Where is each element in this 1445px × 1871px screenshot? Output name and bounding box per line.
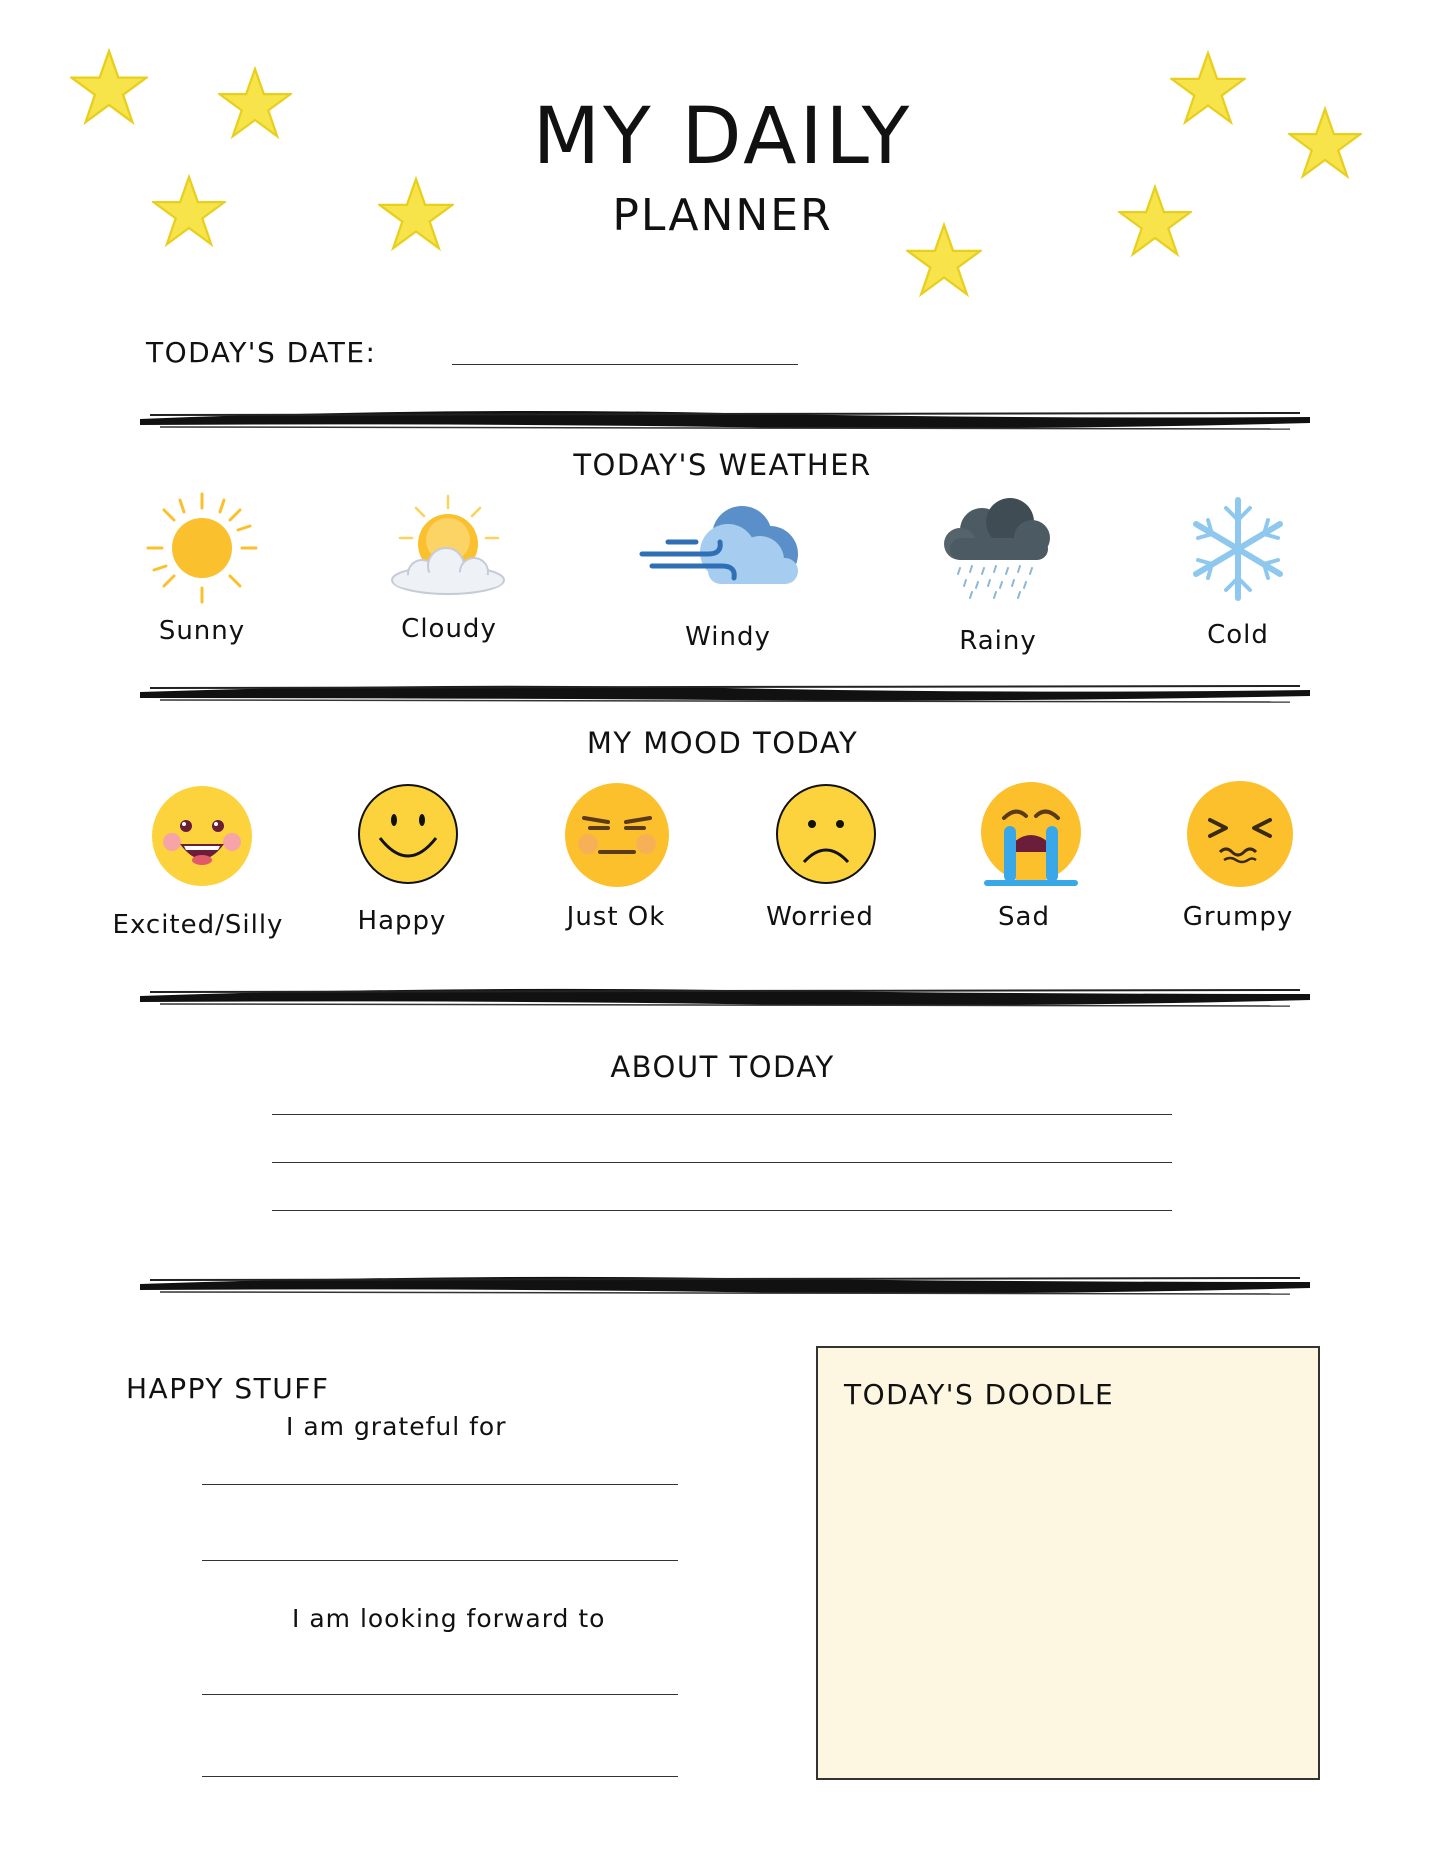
excited-face-icon[interactable] bbox=[150, 784, 254, 888]
mood-label-just-ok: Just Ok bbox=[566, 902, 666, 932]
brush-divider bbox=[140, 1270, 1310, 1298]
mood-label-excited: Excited/Silly bbox=[112, 910, 284, 940]
forward-writing-line[interactable] bbox=[202, 1776, 678, 1777]
mood-label-worried: Worried bbox=[766, 902, 874, 932]
weather-heading: TODAY'S WEATHER bbox=[573, 448, 872, 482]
weather-label-windy: Windy bbox=[685, 622, 771, 652]
about-heading: ABOUT TODAY bbox=[610, 1050, 835, 1084]
brush-divider bbox=[140, 678, 1310, 706]
snowflake-icon[interactable] bbox=[1188, 494, 1288, 604]
rain-cloud-icon[interactable] bbox=[938, 494, 1058, 600]
grateful-prompt: I am grateful for bbox=[286, 1412, 507, 1441]
wind-cloud-icon[interactable] bbox=[638, 500, 818, 592]
sun-cloud-icon[interactable] bbox=[382, 494, 516, 600]
mood-label-happy: Happy bbox=[357, 906, 447, 936]
forward-prompt: I am looking forward to bbox=[292, 1604, 606, 1633]
mood-heading: MY MOOD TODAY bbox=[586, 726, 859, 760]
grateful-writing-line[interactable] bbox=[202, 1560, 678, 1561]
date-label: TODAY'S DATE: bbox=[146, 336, 377, 369]
mood-label-grumpy: Grumpy bbox=[1182, 902, 1294, 932]
crying-face-icon[interactable] bbox=[978, 782, 1084, 888]
sun-icon[interactable] bbox=[144, 490, 260, 606]
about-writing-line[interactable] bbox=[272, 1162, 1172, 1163]
doodle-box[interactable] bbox=[816, 1346, 1320, 1780]
forward-writing-line[interactable] bbox=[202, 1694, 678, 1695]
doodle-heading: TODAY'S DOODLE bbox=[844, 1378, 1115, 1411]
date-input-line[interactable] bbox=[452, 364, 798, 365]
neutral-face-icon[interactable] bbox=[564, 782, 670, 888]
grumpy-face-icon[interactable] bbox=[1186, 780, 1294, 888]
brush-divider bbox=[140, 405, 1310, 433]
about-writing-line[interactable] bbox=[272, 1210, 1172, 1211]
weather-label-rainy: Rainy bbox=[959, 626, 1037, 656]
worried-face-icon[interactable] bbox=[774, 782, 878, 886]
about-writing-line[interactable] bbox=[272, 1114, 1172, 1115]
page-subtitle: PLANNER bbox=[612, 190, 833, 241]
happy-face-icon[interactable] bbox=[356, 782, 460, 886]
weather-label-cloudy: Cloudy bbox=[401, 614, 497, 644]
weather-label-sunny: Sunny bbox=[158, 616, 246, 646]
happy-stuff-heading: HAPPY STUFF bbox=[126, 1372, 330, 1405]
brush-divider bbox=[140, 982, 1310, 1010]
weather-label-cold: Cold bbox=[1207, 620, 1269, 650]
grateful-writing-line[interactable] bbox=[202, 1484, 678, 1485]
mood-label-sad: Sad bbox=[998, 902, 1050, 932]
page-title: MY DAILY bbox=[532, 92, 913, 182]
